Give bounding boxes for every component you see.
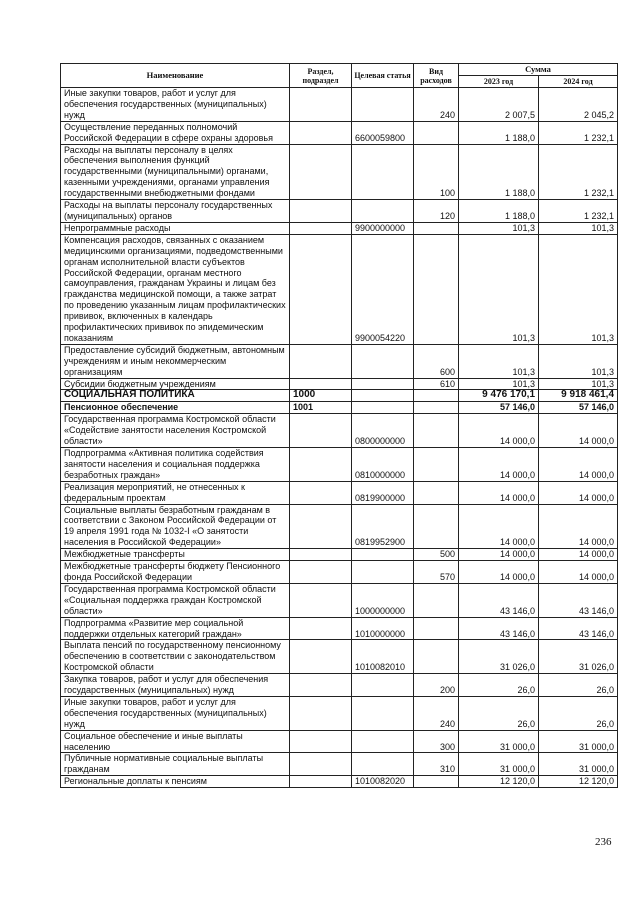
cell-kind: 240: [414, 696, 459, 730]
cell-2024: 31 000,0: [539, 730, 618, 753]
cell-section: [290, 144, 352, 200]
page-number: 236: [595, 836, 612, 848]
cell-target: [352, 344, 414, 378]
cell-section: 1000: [290, 390, 352, 402]
cell-2024: 2 045,2: [539, 88, 618, 122]
cell-kind: [414, 448, 459, 482]
cell-2023: 9 476 170,1: [459, 390, 539, 402]
cell-2023: 14 000,0: [459, 549, 539, 561]
cell-target: 0800000000: [352, 414, 414, 448]
cell-section: [290, 753, 352, 776]
cell-2023: 14 000,0: [459, 561, 539, 584]
cell-kind: [414, 776, 459, 788]
cell-name: Компенсация расходов, связанных с оказанием медицинскими организациями, подведомственными органам исполнительной власти субъектов Российской Федерации, органам местного самоуправления, гражданам Украины и лицам без гражданства медицинской помощи, а также затрат по проведению указанным лицам профилактических прививок, включенных в календарь профилактических прививок по эпидемическим показаниям: [61, 234, 290, 344]
header-kind: Вид расходов: [414, 64, 459, 88]
cell-kind: [414, 121, 459, 144]
cell-2024: 1 232,1: [539, 144, 618, 200]
cell-target: [352, 753, 414, 776]
cell-kind: 610: [414, 378, 459, 390]
cell-target: [352, 390, 414, 402]
cell-target: [352, 88, 414, 122]
cell-section: [290, 448, 352, 482]
table-row: [61, 640, 618, 674]
cell-name: Подпрограмма «Развитие мер социальной поддержки отдельных категорий граждан»: [61, 617, 290, 640]
cell-target: [352, 200, 414, 223]
cell-kind: 600: [414, 344, 459, 378]
cell-name: Осуществление переданных полномочий Российской Федерации в сфере охраны здоровья: [61, 121, 290, 144]
cell-section: [290, 344, 352, 378]
cell-kind: 500: [414, 549, 459, 561]
cell-2023: 101,3: [459, 344, 539, 378]
cell-section: [290, 481, 352, 504]
table-row: [61, 402, 618, 414]
cell-target: [352, 561, 414, 584]
cell-2024: 14 000,0: [539, 481, 618, 504]
cell-name: Государственная программа Костромской области «Содействие занятости населения Костромской области»: [61, 414, 290, 448]
cell-kind: [414, 504, 459, 549]
cell-section: [290, 730, 352, 753]
cell-2023: 57 146,0: [459, 402, 539, 414]
cell-kind: [414, 617, 459, 640]
cell-2024: 1 232,1: [539, 121, 618, 144]
cell-name: Иные закупки товаров, работ и услуг для обеспечения государственных (муниципальных) нужд: [61, 696, 290, 730]
cell-2023: 101,3: [459, 222, 539, 234]
table-row: [61, 200, 618, 223]
cell-2023: 2 007,5: [459, 88, 539, 122]
cell-2024: 101,3: [539, 222, 618, 234]
cell-name: Межбюджетные трансферты бюджету Пенсионного фонда Российской Федерации: [61, 561, 290, 584]
cell-2023: 14 000,0: [459, 414, 539, 448]
cell-2023: 1 188,0: [459, 200, 539, 223]
cell-2023: 101,3: [459, 234, 539, 344]
cell-2024: 14 000,0: [539, 448, 618, 482]
cell-section: [290, 617, 352, 640]
cell-target: [352, 144, 414, 200]
cell-kind: [414, 390, 459, 402]
cell-2024: 57 146,0: [539, 402, 618, 414]
cell-target: 0819952900: [352, 504, 414, 549]
cell-target: 1010082010: [352, 640, 414, 674]
cell-kind: [414, 402, 459, 414]
cell-section: [290, 776, 352, 788]
cell-2024: 26,0: [539, 696, 618, 730]
cell-2023: 1 188,0: [459, 121, 539, 144]
cell-name: Реализация мероприятий, не отнесенных к федеральным проектам: [61, 481, 290, 504]
cell-section: [290, 696, 352, 730]
table-row: [61, 88, 618, 122]
header-year-2023: 2023 год: [459, 76, 539, 88]
cell-target: 1000000000: [352, 583, 414, 617]
cell-name: Социальное обеспечение и иные выплаты населению: [61, 730, 290, 753]
cell-target: 1010082020: [352, 776, 414, 788]
table-row: [61, 448, 618, 482]
table-row: [61, 414, 618, 448]
cell-name: Выплата пенсий по государственному пенсионному обеспечению в соответствии с законодательством Костромской области: [61, 640, 290, 674]
table-header: [61, 64, 618, 88]
table-row: [61, 378, 618, 390]
cell-kind: [414, 640, 459, 674]
cell-2023: 26,0: [459, 674, 539, 697]
cell-2024: 1 232,1: [539, 200, 618, 223]
cell-section: [290, 378, 352, 390]
cell-kind: 300: [414, 730, 459, 753]
cell-name: Публичные нормативные социальные выплаты гражданам: [61, 753, 290, 776]
cell-section: [290, 640, 352, 674]
cell-name: Предоставление субсидий бюджетным, автономным учреждениям и иным некоммерческим организациям: [61, 344, 290, 378]
cell-2024: 14 000,0: [539, 414, 618, 448]
cell-target: [352, 730, 414, 753]
cell-section: [290, 200, 352, 223]
table-row: [61, 583, 618, 617]
cell-target: [352, 696, 414, 730]
cell-section: [290, 504, 352, 549]
cell-2024: 14 000,0: [539, 504, 618, 549]
cell-target: [352, 402, 414, 414]
header-year-2024: 2024 год: [539, 76, 618, 88]
cell-target: 6600059800: [352, 121, 414, 144]
table-row: [61, 753, 618, 776]
table-row: [61, 561, 618, 584]
cell-2023: 14 000,0: [459, 504, 539, 549]
cell-2023: 43 146,0: [459, 617, 539, 640]
table-row: [61, 234, 618, 344]
cell-target: 0810000000: [352, 448, 414, 482]
table-body: [61, 88, 618, 788]
cell-target: [352, 549, 414, 561]
cell-section: [290, 549, 352, 561]
cell-kind: 120: [414, 200, 459, 223]
cell-kind: 100: [414, 144, 459, 200]
cell-2024: 26,0: [539, 674, 618, 697]
cell-section: [290, 222, 352, 234]
cell-kind: 310: [414, 753, 459, 776]
budget-table: [60, 63, 618, 788]
cell-target: [352, 674, 414, 697]
cell-section: 1001: [290, 402, 352, 414]
header-name: Наименование: [61, 64, 290, 88]
table-row: [61, 390, 618, 402]
cell-name: Подпрограмма «Активная политика содействия занятости населения и социальная поддержка безработных граждан»: [61, 448, 290, 482]
cell-section: [290, 88, 352, 122]
cell-2023: 26,0: [459, 696, 539, 730]
cell-section: [290, 561, 352, 584]
table-row: [61, 504, 618, 549]
table-row: [61, 144, 618, 200]
cell-kind: 200: [414, 674, 459, 697]
cell-kind: [414, 481, 459, 504]
table-row: [61, 674, 618, 697]
header-sum: Сумма: [459, 64, 618, 76]
cell-2024: 12 120,0: [539, 776, 618, 788]
cell-name: Государственная программа Костромской области «Социальная поддержка граждан Костромской области»: [61, 583, 290, 617]
header-section: Раздел, подраздел: [290, 64, 352, 88]
cell-kind: 570: [414, 561, 459, 584]
cell-kind: [414, 414, 459, 448]
cell-2024: 31 000,0: [539, 753, 618, 776]
cell-kind: [414, 222, 459, 234]
cell-2024: 101,3: [539, 344, 618, 378]
cell-2024: 9 918 461,4: [539, 390, 618, 402]
cell-kind: [414, 583, 459, 617]
cell-2023: 101,3: [459, 378, 539, 390]
header-row-1: [61, 64, 618, 76]
cell-name: Субсидии бюджетным учреждениям: [61, 378, 290, 390]
table-row: [61, 222, 618, 234]
cell-name: Непрограммные расходы: [61, 222, 290, 234]
cell-2024: 31 026,0: [539, 640, 618, 674]
cell-name: Иные закупки товаров, работ и услуг для обеспечения государственных (муниципальных) нужд: [61, 88, 290, 122]
cell-target: 9900054220: [352, 234, 414, 344]
table-row: [61, 344, 618, 378]
cell-2024: 14 000,0: [539, 549, 618, 561]
cell-2023: 14 000,0: [459, 448, 539, 482]
cell-2023: 31 000,0: [459, 753, 539, 776]
table-row: [61, 776, 618, 788]
table-row: [61, 617, 618, 640]
cell-name: Региональные доплаты к пенсиям: [61, 776, 290, 788]
cell-name: Расходы на выплаты персоналу государственных (муниципальных) органов: [61, 200, 290, 223]
table-row: [61, 121, 618, 144]
cell-2023: 43 146,0: [459, 583, 539, 617]
cell-name: Социальные выплаты безработным гражданам в соответствии с Законом Российской Федерации от 19 апреля 1991 года № 1032-I «О занятости населения в Российской Федерации»: [61, 504, 290, 549]
table-row: [61, 696, 618, 730]
cell-2023: 12 120,0: [459, 776, 539, 788]
cell-target: [352, 378, 414, 390]
cell-section: [290, 674, 352, 697]
cell-section: [290, 234, 352, 344]
cell-2024: 43 146,0: [539, 583, 618, 617]
cell-kind: [414, 234, 459, 344]
cell-name: Расходы на выплаты персоналу в целях обеспечения выполнения функций государственными (муниципальными) органами, казенными учреждениями, органами управления государственными внебюджетными фондами: [61, 144, 290, 200]
cell-2024: 43 146,0: [539, 617, 618, 640]
cell-2023: 31 000,0: [459, 730, 539, 753]
table-row: [61, 730, 618, 753]
cell-2024: 14 000,0: [539, 561, 618, 584]
cell-target: 0819900000: [352, 481, 414, 504]
cell-section: [290, 583, 352, 617]
header-target: Целевая статья: [352, 64, 414, 88]
cell-2023: 31 026,0: [459, 640, 539, 674]
cell-name: Закупка товаров, работ и услуг для обеспечения государственных (муниципальных) нужд: [61, 674, 290, 697]
cell-2023: 14 000,0: [459, 481, 539, 504]
table-row: [61, 481, 618, 504]
cell-target: 1010000000: [352, 617, 414, 640]
cell-kind: 240: [414, 88, 459, 122]
cell-2024: 101,3: [539, 378, 618, 390]
table-row: [61, 549, 618, 561]
cell-2023: 1 188,0: [459, 144, 539, 200]
cell-target: 9900000000: [352, 222, 414, 234]
cell-section: [290, 414, 352, 448]
cell-section: [290, 121, 352, 144]
cell-name: Межбюджетные трансферты: [61, 549, 290, 561]
cell-2024: 101,3: [539, 234, 618, 344]
cell-name: СОЦИАЛЬНАЯ ПОЛИТИКА: [61, 390, 290, 402]
cell-name: Пенсионное обеспечение: [61, 402, 290, 414]
